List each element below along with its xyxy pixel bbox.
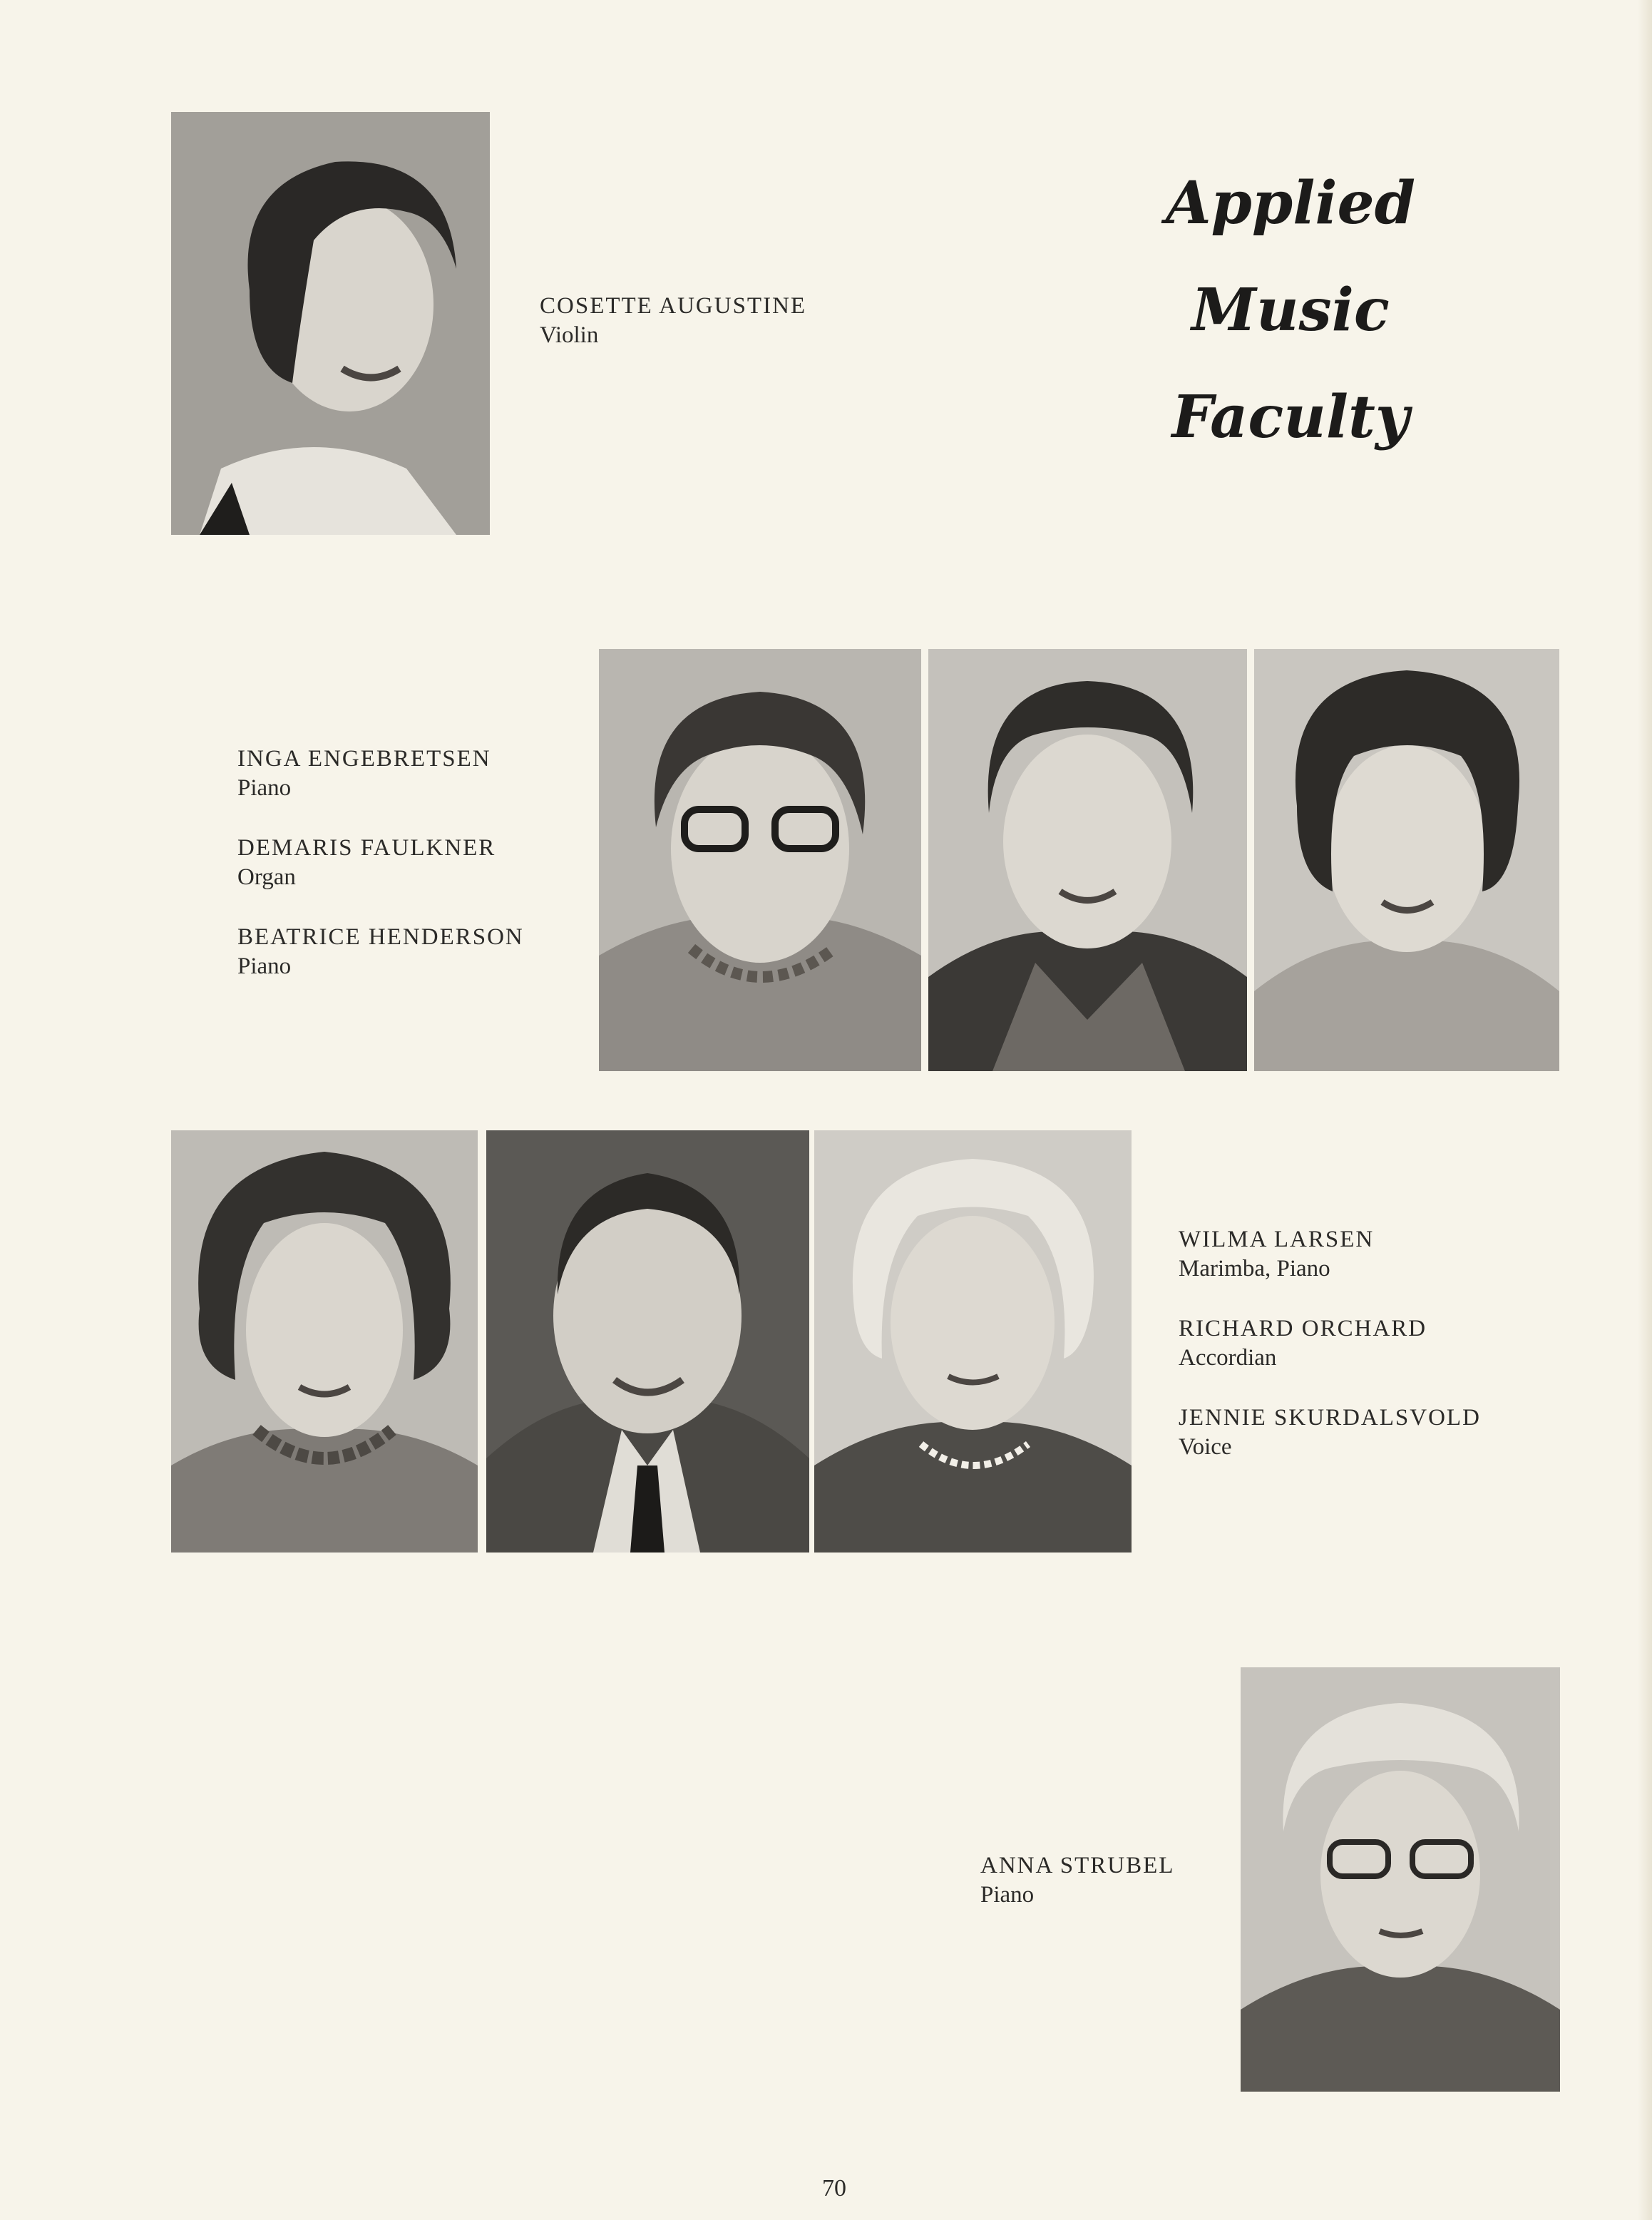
portrait-photo-engebretsen [599, 649, 921, 1071]
faculty-subject: Piano [237, 775, 292, 801]
faculty-subject: Piano [237, 953, 292, 979]
faculty-subject: Violin [540, 322, 599, 348]
portrait-photo-strubel [1241, 1667, 1560, 2092]
faculty-subject: Voice [1179, 1434, 1232, 1460]
faculty-entry-faulkner [237, 833, 496, 891]
page-title [1141, 150, 1440, 471]
page-number: 70 [822, 2175, 846, 2201]
faculty-subject: Marimba, Piano [1179, 1256, 1330, 1282]
portrait-photo-augustine [171, 112, 490, 535]
portrait-photo-henderson [1254, 649, 1559, 1071]
faculty-entry-strubel [980, 1851, 1174, 1909]
faculty-entry-henderson [237, 922, 524, 981]
faculty-name: ANNA STRUBEL [980, 1853, 1175, 1878]
faculty-entry-orchard [1179, 1314, 1427, 1372]
portrait-photo-larsen [171, 1130, 478, 1553]
faculty-subject: Piano [980, 1882, 1035, 1908]
portrait-photo-orchard [486, 1130, 809, 1553]
faculty-name: DEMARIS FAULKNER [237, 835, 496, 861]
page-edge-shadow [1638, 0, 1652, 2220]
title-line-music: Music [1191, 276, 1390, 344]
faculty-entry-engebretsen [237, 744, 491, 802]
faculty-name: INGA ENGEBRETSEN [237, 746, 491, 772]
portrait-photo-skurdalsvold [814, 1130, 1132, 1553]
title-line-applied: Applied [1165, 169, 1416, 237]
faculty-name: WILMA LARSEN [1179, 1227, 1375, 1252]
faculty-name: RICHARD ORCHARD [1179, 1316, 1427, 1341]
faculty-entry-skurdalsvold [1179, 1403, 1481, 1461]
faculty-name: JENNIE SKURDALSVOLD [1179, 1405, 1481, 1431]
faculty-entry-augustine [540, 291, 806, 349]
faculty-subject: Organ [237, 864, 296, 890]
portrait-photo-faulkner [928, 649, 1247, 1071]
faculty-name: BEATRICE HENDERSON [237, 924, 524, 950]
faculty-subject: Accordian [1179, 1345, 1277, 1371]
faculty-name: COSETTE AUGUSTINE [540, 293, 807, 319]
faculty-entry-larsen [1179, 1224, 1374, 1283]
title-line-faculty: Faculty [1171, 383, 1410, 451]
